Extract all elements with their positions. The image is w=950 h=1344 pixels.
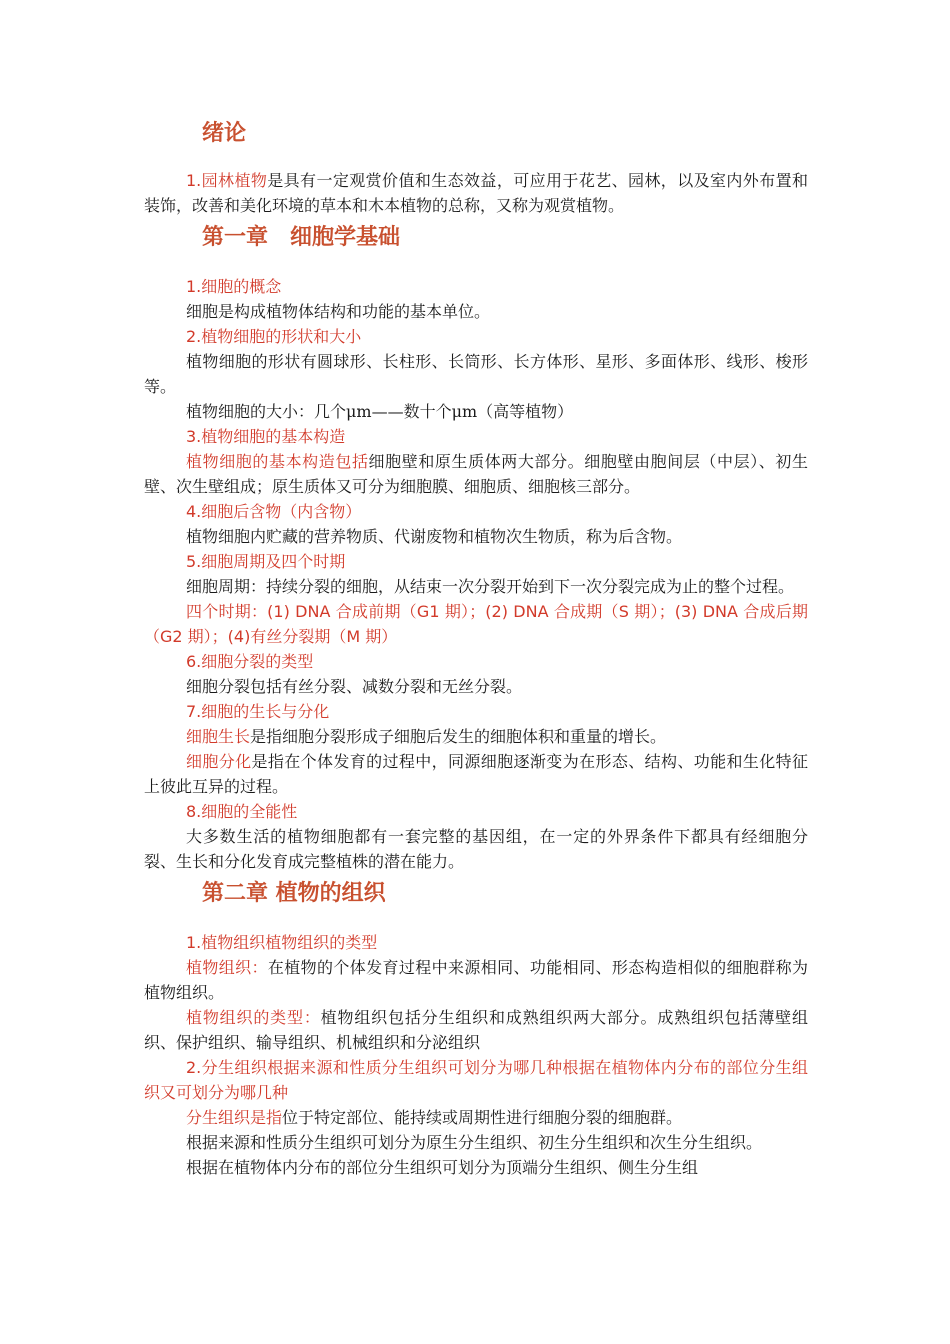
section-text: [144, 955, 808, 1005]
section-title: 1.细胞的概念: [186, 277, 282, 296]
section-text-body: 在植物的个体发育过程中来源相同、功能相同、形态构造相似的细胞群称为植物组织。: [144, 958, 808, 1002]
chapter2-heading: 第二章 植物的组织: [202, 881, 386, 906]
section-title: 3.植物细胞的基本构造: [186, 427, 346, 446]
section-text: [144, 1105, 808, 1130]
section-title: 4.细胞后含物（内含物）: [186, 502, 362, 521]
section-text: 根据来源和性质分生组织可划分为原生分生组织、初生分生组织和次生分生组织。: [186, 1133, 763, 1152]
highlight-term: 细胞分化: [186, 752, 252, 771]
section-text-body: 细胞壁和原生质体两大部分。细胞壁由胞间层（中层）、初生壁、次生壁组成；原生质体又可分为细胞膜、细胞质、细胞核三部分。: [144, 452, 808, 496]
section-text: 细胞分裂包括有丝分裂、减数分裂和无丝分裂。: [186, 677, 523, 696]
section-title: 1.植物组织植物组织的类型: [186, 933, 378, 952]
section-title: 8.细胞的全能性: [186, 802, 298, 821]
section-text: 大多数生活的植物细胞都有一套完整的基因组，在一定的外界条件下都具有经细胞分裂、生长和分化发育成完整植株的潜在能力。: [144, 827, 808, 871]
section-text: 植物细胞的形状有圆球形、长柱形、长筒形、长方体形、星形、多面体形、线形、梭形等。: [144, 352, 808, 396]
highlight-term: 细胞生长: [186, 727, 251, 746]
section-title: 7.细胞的生长与分化: [186, 702, 330, 721]
highlight-term: 植物组织：: [186, 958, 268, 977]
section-text-body: 是指在个体发育的过程中，同源细胞逐渐变为在形态、结构、功能和生化特征上彼此互异的过程。: [144, 752, 808, 796]
section-text: [144, 449, 808, 499]
section-title: 5.细胞周期及四个时期: [186, 552, 346, 571]
section-title: 2.植物细胞的形状和大小: [186, 327, 362, 346]
section-text: [144, 724, 808, 749]
section-text-body: 是指细胞分裂形成子细胞后发生的细胞体积和重量的增长。: [250, 727, 667, 746]
section-text: 植物细胞内贮藏的营养物质、代谢废物和植物次生物质，称为后含物。: [186, 527, 683, 546]
highlight-term: 植物细胞的基本构造包括: [186, 452, 369, 471]
cell-cycle-periods: 四个时期：(1) DNA 合成前期（G1 期）；(2) DNA 合成期（S 期）；(3) DNA 合成后期（G2 期）；(4)有丝分裂期（M 期）: [144, 602, 808, 646]
section-text: [144, 749, 808, 799]
definition-number: 1.: [186, 171, 202, 190]
intro-heading: 绪论: [202, 121, 247, 146]
highlight-term: 植物组织的类型：: [186, 1008, 321, 1027]
section-text: 根据在植物体内分布的部位分生组织可划分为顶端分生组织、侧生分生组: [186, 1158, 699, 1177]
definition-text: 是具有一定观赏价值和生态效益，可应用于花艺、园林，以及室内外布置和装饰，改善和美化环境的草本和木本植物的总称，又称为观赏植物。: [144, 171, 808, 215]
highlight-term: 分生组织是指: [186, 1108, 283, 1127]
section-text: [144, 1005, 808, 1055]
definition-term: 园林植物: [201, 171, 268, 190]
section-text: 细胞周期：持续分裂的细胞，从结束一次分裂开始到下一次分裂完成为止的整个过程。: [186, 577, 795, 596]
section-title: 2.分生组织根据来源和性质分生组织可划分为哪几种根据在植物体内分布的部位分生组织又可划分为哪几种: [144, 1058, 808, 1102]
intro-definition: [144, 168, 808, 218]
section-text-body: 位于特定部位、能持续或周期性进行细胞分裂的细胞群。: [282, 1108, 683, 1127]
document-page: [144, 100, 808, 1180]
chapter1-heading: 第一章 细胞学基础: [202, 225, 401, 250]
section-text: 细胞是构成植物体结构和功能的基本单位。: [186, 302, 491, 321]
section-text: 植物细胞的大小：几个μm——数十个μm（高等植物）: [186, 402, 574, 421]
section-text-body: 植物组织包括分生组织和成熟组织两大部分。成熟组织包括薄壁组织、保护组织、输导组织、机械组织和分泌组织: [144, 1008, 808, 1052]
section-title: 6.细胞分裂的类型: [186, 652, 314, 671]
